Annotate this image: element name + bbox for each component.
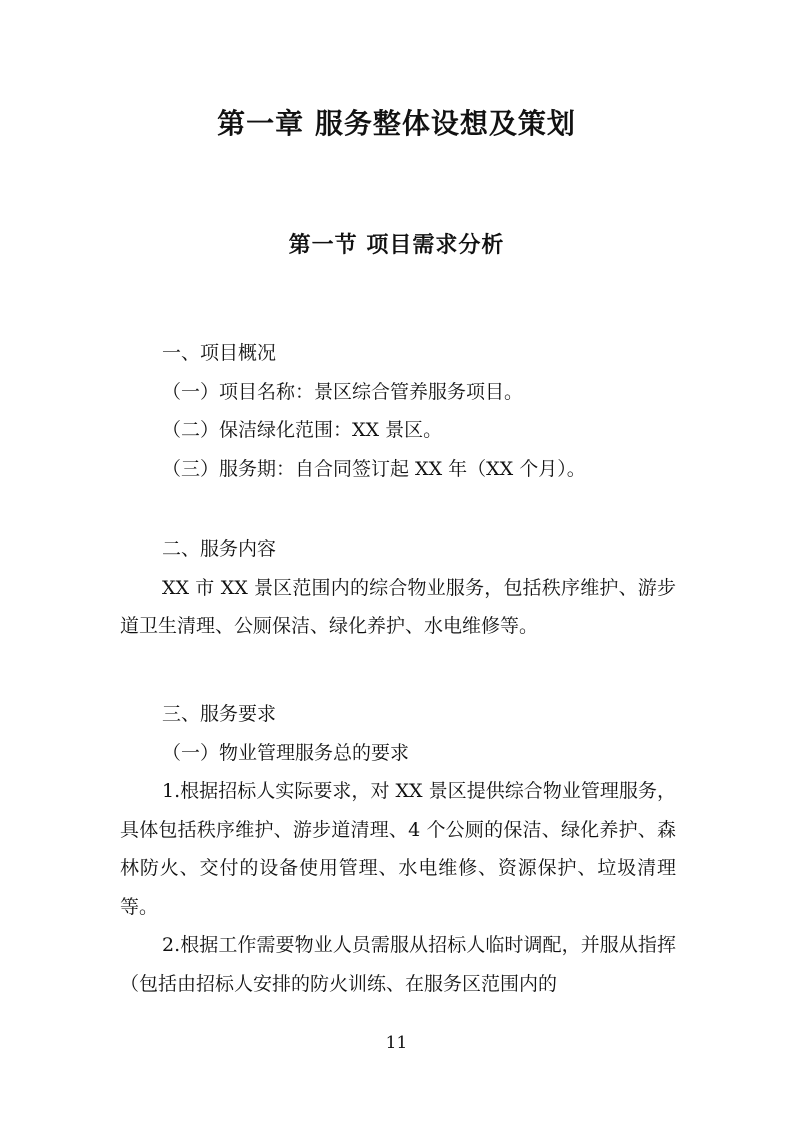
chapter-title: 第一章 服务整体设想及策划 bbox=[217, 107, 576, 140]
project-overview-block bbox=[120, 334, 676, 488]
overview-item-project-name: （一）项目名称：景区综合管养服务项目。 bbox=[162, 380, 524, 403]
overview-heading: 一、项目概况 bbox=[162, 342, 277, 364]
overview-item-scope: （二）保洁绿化范围：XX 景区。 bbox=[162, 419, 443, 441]
service-content-paragraph: XX 市 XX 景区范围内的综合物业服务，包括秩序维护、游步道卫生清理、公厕保洁、绿化养护、水电维修等。 bbox=[120, 576, 676, 637]
service-content-block bbox=[120, 530, 676, 646]
requirements-heading: 三、服务要求 bbox=[162, 703, 277, 725]
page-number: 11 bbox=[385, 1033, 408, 1053]
requirement-item-1: 1.根据招标人实际要求，对 XX 景区提供综合物业管理服务，具体包括秩序维护、游步道清理、4 个公厕的保洁、绿化养护、森林防火、交付的设备使用管理、水电维修、资源保护、垃圾清理等。 bbox=[120, 780, 676, 918]
service-content-heading: 二、服务内容 bbox=[162, 538, 277, 560]
service-requirements-block bbox=[120, 695, 676, 1003]
requirements-subheading: （一）物业管理服务总的要求 bbox=[162, 741, 410, 764]
section-title: 第一节 项目需求分析 bbox=[288, 232, 505, 258]
overview-item-service-period: （三）服务期：自合同签订起 XX 年（XX 个月）。 bbox=[162, 457, 586, 480]
requirement-item-2: 2.根据工作需要物业人员需服从招标人临时调配，并服从指挥（包括由招标人安排的防火训练、在服务区范围内的 bbox=[120, 934, 676, 995]
